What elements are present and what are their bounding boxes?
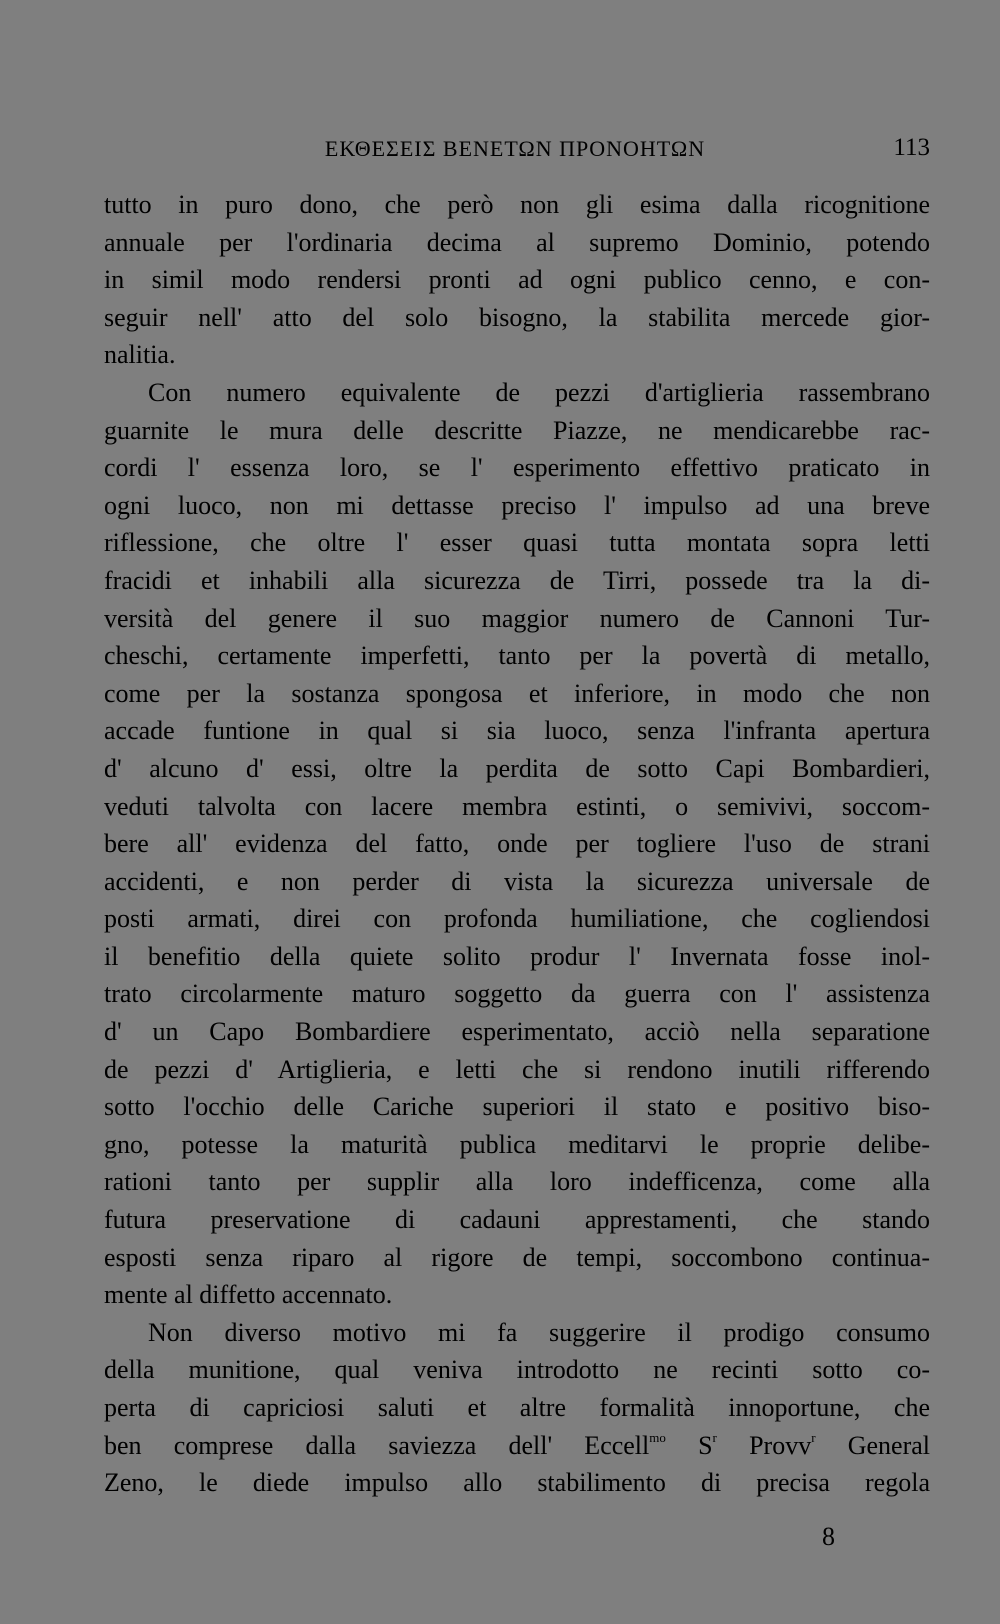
text-line: bere all' evidenza del fatto, onde per togliere l'uso de strani: [104, 829, 930, 859]
running-title: ΕΚΘΕΣΕΙΣ ΒΕΝΕΤΩΝ ΠΡΟΝΟΗΤΩΝ: [324, 136, 706, 161]
text-line: veduti talvolta con lacere membra estinti, o semivivi, soccom-: [104, 791, 930, 821]
text-line: versità del genere il suo maggior numero de Cannoni Tur-: [104, 603, 930, 633]
text-line: della munitione, qual veniva introdotto ne recinti sotto co-: [104, 1355, 930, 1385]
text-line: sotto l'occhio delle Cariche superiori il stato e positivo biso-: [104, 1092, 930, 1122]
text-line: accade funtione in qual si sia luoco, senza l'infranta apertura: [104, 716, 930, 746]
text-fragment: S: [665, 1430, 713, 1460]
text-fragment: Provv: [716, 1430, 812, 1460]
text-line: de pezzi d' Artiglieria, e letti che si rendono inutili rifferendo: [104, 1054, 930, 1084]
text-line: seguir nell' atto del solo bisogno, la stabilita mercede gior-: [104, 302, 930, 332]
text-line: gno, potesse la maturità publica meditarvi le proprie delibe-: [104, 1129, 930, 1159]
text-line: d' un Capo Bombardiere esperimentato, acciò nella separatione: [104, 1017, 930, 1047]
text-line: Zeno, le diede impulso allo stabilimento di precisa regola: [104, 1468, 930, 1498]
text-line: futura preservatione di cadauni apprestamenti, che stando: [104, 1205, 930, 1235]
body-text: [104, 186, 930, 1502]
text-line: cheschi, certamente imperfetti, tanto per la povertà di metallo,: [104, 641, 930, 671]
text-line: Con numero equivalente de pezzi d'artiglieria rassembrano: [148, 377, 930, 407]
text-line: esposti senza riparo al rigore de tempi, soccombono continua-: [104, 1242, 930, 1272]
text-line: ogni luoco, non mi dettasse preciso l' impulso ad una breve: [104, 490, 930, 520]
text-line: fracidi et inhabili alla sicurezza de Tirri, possede tra la di-: [104, 565, 930, 595]
text-fragment: ben comprese dalla saviezza dell' Eccell: [104, 1430, 650, 1460]
text-line: cordi l' essenza loro, se l' esperimento effettivo praticato in: [104, 453, 930, 483]
text-line: posti armati, direi con profonda humiliatione, che cogliendosi: [104, 904, 930, 934]
signature-mark: 8: [822, 1522, 835, 1551]
text-line: come per la sostanza spongosa et inferiore, in modo che non: [104, 678, 930, 708]
superscript: r: [712, 1429, 717, 1445]
text-line: perta di capriciosi saluti et altre formalità innoportune, che: [104, 1393, 930, 1422]
text-line: d' alcuno d' essi, oltre la perdita de sotto Capi Bombardieri,: [104, 753, 930, 783]
text-line: Non diverso motivo mi fa suggerire il prodigo consumo: [148, 1317, 930, 1347]
page-number: 113: [893, 134, 930, 161]
superscript: r: [811, 1429, 816, 1445]
text-line: rationi tanto per supplir alla loro indefficenza, come alla: [104, 1167, 930, 1197]
text-line-with-superscripts: [104, 1427, 930, 1465]
superscript: mo: [649, 1429, 666, 1445]
text-line: in simil modo rendersi pronti ad ogni publico cenno, e con-: [104, 265, 930, 295]
page-header: [100, 130, 930, 170]
text-line: annuale per l'ordinaria decima al supremo Dominio, potendo: [104, 227, 930, 257]
text-line: mente al diffetto accennato.: [104, 1280, 393, 1310]
text-line: riflessione, che oltre l' esser quasi tutta montata sopra letti: [104, 528, 930, 558]
text-line: nalitia.: [104, 340, 176, 370]
text-line: accidenti, e non perder di vista la sicurezza universale de: [104, 866, 930, 896]
text-fragment: General: [815, 1430, 931, 1460]
text-line: guarnite le mura delle descritte Piazze, ne mendicarebbe rac-: [104, 415, 930, 445]
text-line: trato circolarmente maturo soggetto da guerra con l' assistenza: [104, 979, 930, 1009]
text-line: tutto in puro dono, che però non gli esima dalla ricognitione: [104, 190, 930, 219]
text-line: il benefitio della quiete solito produr l' Invernata fosse inol-: [104, 941, 930, 971]
